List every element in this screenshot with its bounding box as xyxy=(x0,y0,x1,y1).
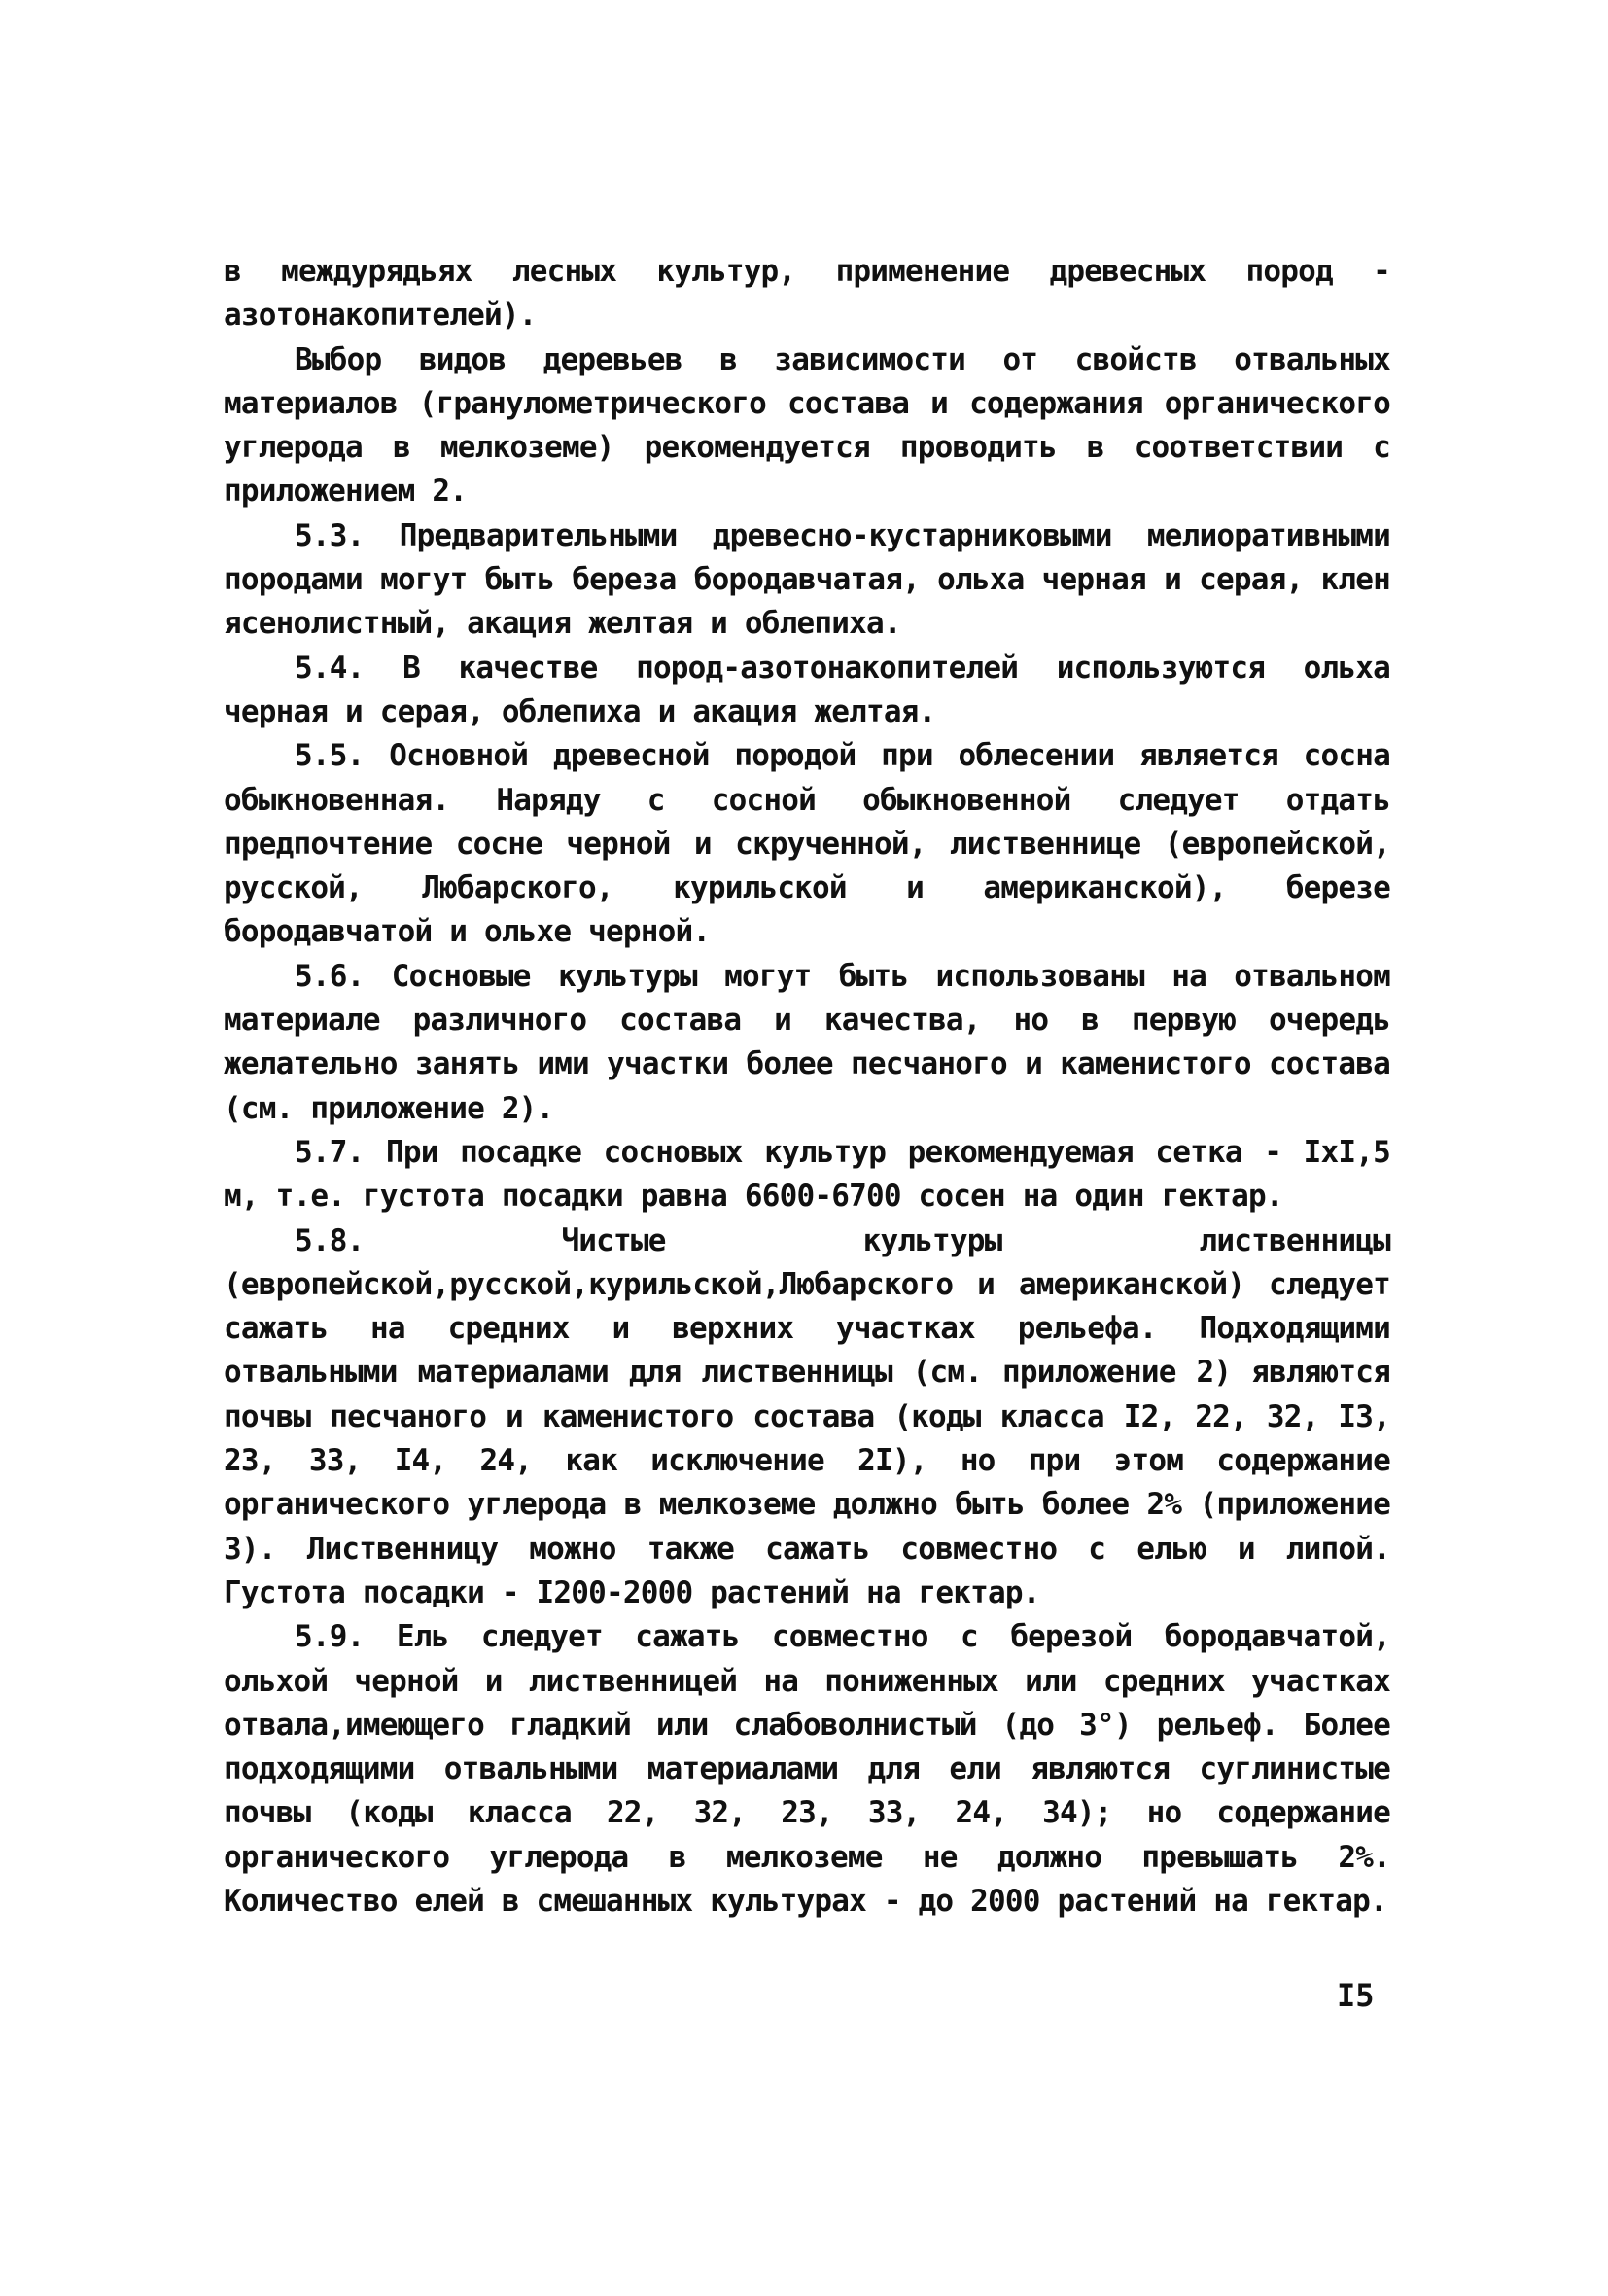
paragraph-5-3: 5.3. Предварительными древесно-кустарниковыми мелиоративными породами могут быть береза бородавчатая, ольха черная и серая, клен ясенолистный, акация желтая и облепиха. xyxy=(224,517,1390,642)
paragraph-5-6: 5.6. Сосновые культуры могут быть использованы на отвальном материале различного состава и качества, но в первую очередь желательно занять ими участки более песчаного и каменистого состава (см. приложение 2). xyxy=(224,958,1390,1126)
paragraph-5-4: 5.4. В качестве пород-азотонакопителей используются ольха черная и серая, облепиха и акация желтая. xyxy=(224,650,1390,729)
page-number: I5 xyxy=(1337,1977,1375,2014)
paragraph-continuation: в междурядьях лесных культур, применение древесных пород - азотонакопителей). xyxy=(224,254,1390,334)
paragraph-5-8: 5.8. Чистые культуры лиственницы (европейской,русской,курильской,Любарского и американской) следует сажать на средних и верхних участках рельефа. Подходящими отвальными материалами для лиственницы (см. приложение 2) являются почвы песчаного и каменистого состава (коды класса I2, 22, 32, I3, 23, 33, I4, 24, как исключение 2I), но при этом содержание органического углерода в мелкоземе должно быть более 2% (приложение 3). Лиственницу можно также сажать совместно с елью и липой. Густота посадки - I200-2000 растений на гектар. xyxy=(224,1222,1390,1610)
paragraph-5-7: 5.7. При посадке сосновых культур рекомендуемая сетка - IxI,5 м, т.е. густота посадки равна 6600-6700 сосен на один гектар. xyxy=(224,1134,1390,1215)
paragraph-species-selection: Выбор видов деревьев в зависимости от свойств отвальных материалов (гранулометрического состава и содержания органического углерода в мелкоземе) рекомендуется проводить в соответствии с приложением 2. xyxy=(224,341,1390,510)
paragraph-5-5: 5.5. Основной древесной породой при облесении является сосна обыкновенная. Наряду с сосной обыкновенной следует отдать предпочтение сосне черной и скрученной, лиственнице (европейской, русской, Любарского, курильской и американской), березе бородавчатой и ольхе черной. xyxy=(224,738,1390,950)
body-text xyxy=(224,250,1390,1924)
paragraph-5-9: 5.9. Ель следует сажать совместно с березой бородавчатой, ольхой черной и лиственницей на пониженных или средних участках отвала,имеющего гладкий или слабоволнистый (до 3°) рельеф. Более подходящими отвальными материалами для ели являются суглинистые почвы (коды класса 22, 32, 23, 33, 24, 34); но содержание органического углерода в мелкоземе не должно превышать 2%. Количество елей в смешанных культурах - до 2000 растений на гектар. xyxy=(224,1619,1390,1919)
